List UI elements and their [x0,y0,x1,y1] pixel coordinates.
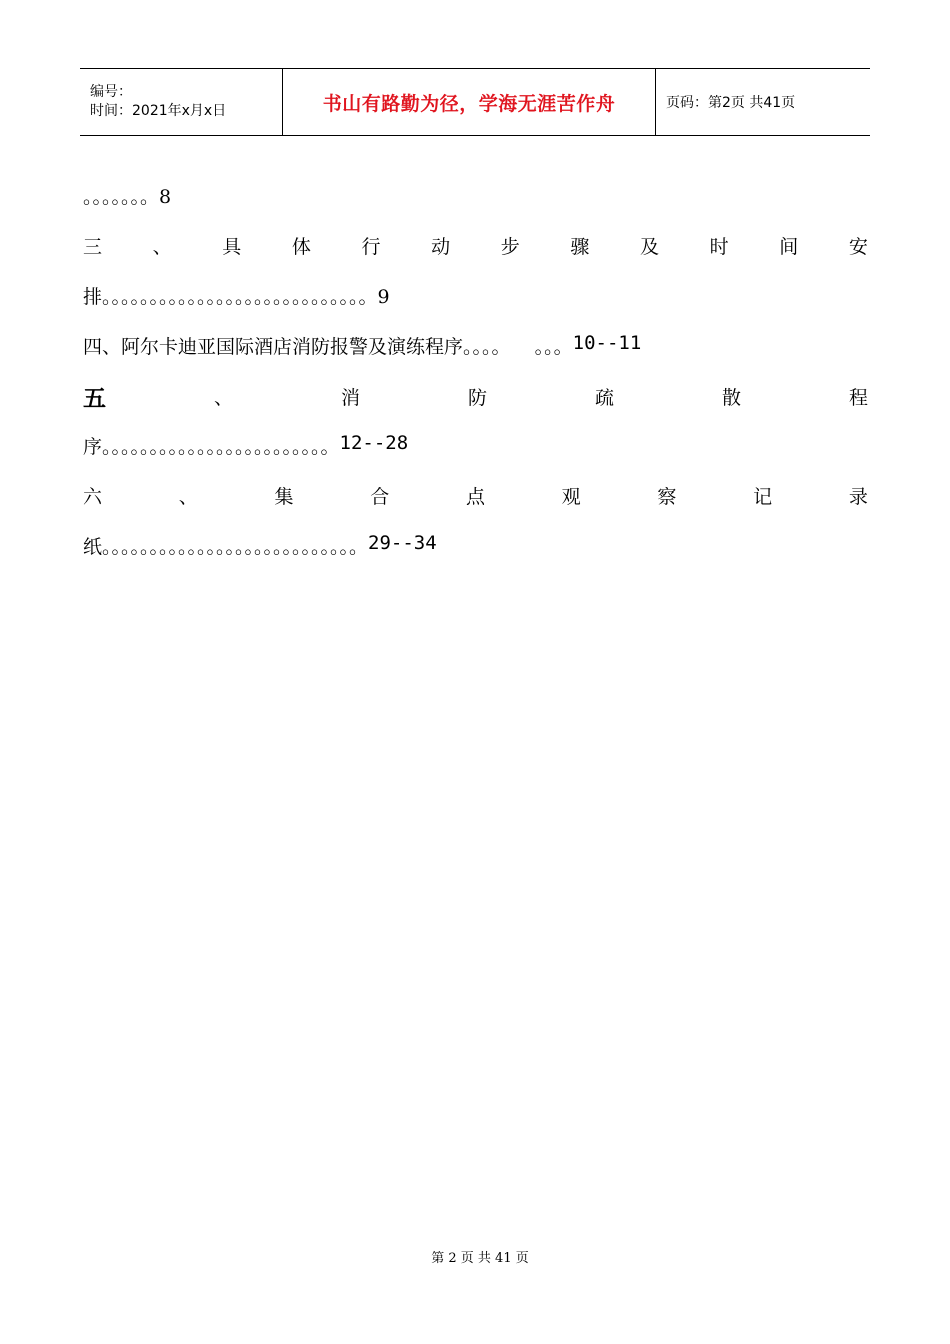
footer-page-number: 第 2 页 共 41 页 [431,1251,529,1266]
header-motto-cell [282,69,656,135]
toc-line-1 [83,182,868,209]
toc-line-4 [83,332,868,359]
toc-leader-page-8: 。。。。。。。8 [83,186,172,208]
header-motto: 书山有路勤为径，学海无涯苦作舟 [322,92,616,115]
toc-char: 消 [340,387,360,409]
toc-line-7 [83,482,868,509]
page-header [80,68,870,136]
toc-char: 合 [370,486,390,508]
toc-char: 、 [178,486,198,508]
toc-leader: 纸。。。。。。。。。。。。。。。。。。。。。。。。。。。 [83,536,369,558]
toc-line-8 [83,532,868,559]
toc-char: 记 [753,486,773,508]
toc-line-3 [83,282,868,309]
toc-line-6 [83,432,868,459]
toc-char: 五 [83,385,106,412]
toc-char: 录 [848,486,868,508]
toc-char: 行 [361,236,381,258]
toc-char: 及 [640,236,660,258]
toc-char: 三 [83,236,103,258]
toc-char: 、 [213,387,233,409]
toc-char: 观 [561,486,581,508]
toc-char: 间 [779,236,799,258]
toc-leader-page-9: 排。。。。。。。。。。。。。。。。。。。。。。。。。。。。9 [83,286,390,308]
toc-page-range: 10--11 [572,332,642,354]
toc-char: 六 [83,486,103,508]
page-footer [0,1247,950,1266]
toc-entry-fire-alarm: 四、阿尔卡迪亚国际酒店消防报警及演练程序。。。。 。。。 [83,336,573,358]
toc-char: 察 [657,486,677,508]
toc-page-range: 29--34 [368,532,437,554]
document-number-label: 编号： [90,84,132,100]
toc-char: 散 [721,387,741,409]
document-date: 时间：2021年x月x日 [90,103,227,119]
toc-line-2 [83,232,868,259]
toc-char: 时 [709,236,729,258]
toc-char: 疏 [594,387,614,409]
toc-char: 骤 [570,236,590,258]
toc-line-5 [83,380,868,413]
toc-char: 集 [274,486,294,508]
toc-char: 动 [431,236,451,258]
toc-char: 体 [291,236,311,258]
toc-char: 具 [222,236,242,258]
header-page-info-cell [656,69,870,135]
toc-page-range: 12--28 [339,432,409,454]
toc-char: 点 [465,486,485,508]
header-meta [80,69,282,135]
toc-char: 防 [467,387,487,409]
toc-char: 、 [152,236,172,258]
toc-char: 安 [848,236,868,258]
toc-char: 步 [500,236,520,258]
toc-leader: 序。。。。。。。。。。。。。。。。。。。。。。。。 [83,436,340,458]
toc-char: 程 [848,387,868,409]
header-page-info: 页码：第2页 共41页 [666,95,796,111]
